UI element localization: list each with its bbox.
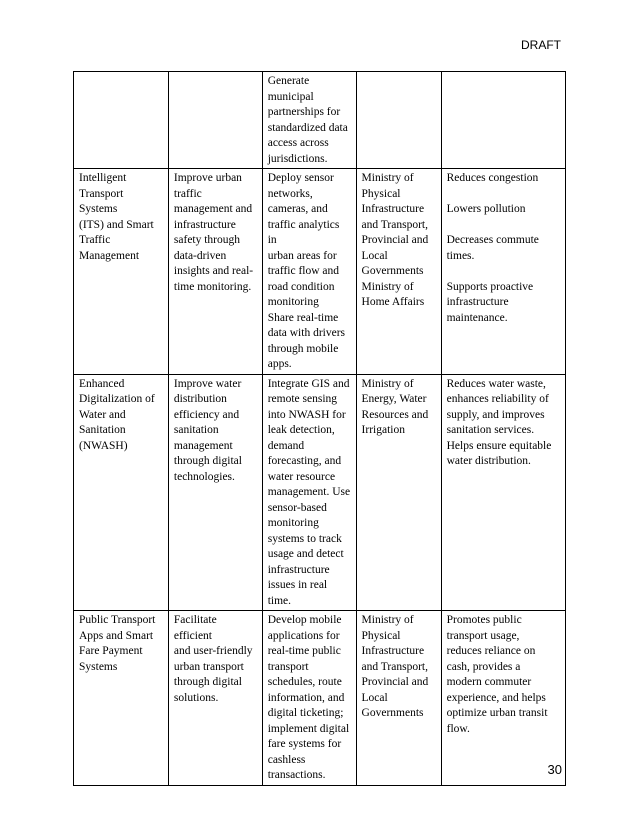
cell-line: partnerships for — [267, 106, 341, 118]
cell-line: Sanitation — [79, 424, 126, 436]
cell-line: traffic flow and — [267, 265, 340, 277]
cell-line: infrastructure — [173, 218, 236, 231]
cell-line: leak detection, — [267, 424, 335, 436]
cell-line: Deploy sensor — [267, 172, 334, 184]
cell-line: Reduces water waste, — [446, 377, 546, 390]
outcome-cell — [441, 72, 565, 169]
cell-line — [447, 218, 560, 234]
cell-line: usage and detect — [267, 548, 344, 560]
cell-line: distribution — [173, 393, 227, 405]
cell-line: Irrigation — [361, 424, 405, 436]
cell-line: traffic analytics in — [267, 218, 340, 246]
cell-line: Physical — [361, 629, 401, 642]
cell-line: sanitation — [173, 424, 219, 436]
objective-cell — [168, 374, 262, 611]
cell-line: management — [173, 439, 233, 452]
cell-line: Share real-time — [267, 311, 339, 324]
initiative-cell — [74, 72, 169, 169]
action-cell — [262, 72, 356, 169]
cell-line: jurisdictions. — [267, 152, 328, 165]
cell-line: transport usage, — [446, 629, 520, 642]
cell-line: Develop mobile — [267, 614, 342, 626]
cell-line: urban transport — [173, 660, 244, 673]
cell-line: Promotes public — [446, 614, 522, 626]
cell-line: maintenance. — [446, 311, 508, 324]
cell-line: Energy, Water — [361, 393, 427, 405]
cell-line: remote sensing — [267, 393, 338, 405]
cell-line: Apps and Smart — [79, 629, 154, 642]
cell-line: Ministry of — [361, 280, 414, 293]
cell-line: infrastructure — [267, 563, 330, 576]
cell-line: apps. — [267, 358, 292, 370]
table-row — [74, 374, 566, 611]
cell-line: Infrastructure — [361, 203, 425, 215]
cell-line: into NWASH for — [267, 408, 346, 421]
cell-line — [447, 264, 560, 280]
page-number: 30 — [547, 762, 562, 777]
cell-line: solutions. — [173, 691, 219, 704]
cell-line: Public Transport — [79, 614, 156, 626]
action-cell — [262, 374, 356, 611]
cell-line: Integrate GIS and — [267, 377, 350, 390]
table-row — [74, 611, 566, 786]
agency-cell — [356, 169, 441, 375]
cell-line: (ITS) and Smart — [79, 218, 154, 231]
cell-line: Infrastructure — [361, 645, 425, 657]
cell-line: Physical — [361, 187, 401, 200]
cell-line: networks, — [267, 187, 313, 200]
cell-line: experience, and helps — [446, 691, 546, 704]
cell-line: optimize urban transit — [446, 707, 548, 719]
cell-line: management. Use — [267, 486, 351, 498]
cell-line: forecasting, and — [267, 455, 342, 467]
cell-line: Traffic — [79, 234, 111, 246]
cell-line: Facilitate efficient — [173, 614, 217, 642]
table-row — [74, 72, 566, 169]
cell-line: Water and — [79, 408, 126, 421]
cell-line: infrastructure — [446, 296, 509, 308]
cell-line: Helps ensure equitable — [446, 439, 552, 452]
cell-line: Generate — [267, 75, 310, 87]
cell-line: applications for — [267, 629, 340, 642]
cell-line: digital ticketing; — [267, 707, 344, 719]
cell-line: Ministry of — [361, 172, 414, 184]
cell-line: monitoring — [267, 517, 319, 529]
cell-line: traffic — [173, 187, 202, 200]
cell-line: issues in real time. — [267, 579, 328, 607]
cell-line: implement digital — [267, 722, 350, 735]
cell-line — [447, 187, 560, 203]
cell-line: time monitoring. — [173, 280, 252, 293]
policy-table — [73, 71, 566, 786]
cell-line: Management — [79, 249, 140, 262]
cell-line: reduces reliance on — [446, 645, 536, 657]
cell-line: (NWASH) — [79, 439, 128, 452]
cell-line: Local — [361, 249, 388, 262]
cell-line: insights and real- — [173, 265, 254, 277]
cell-line: road condition — [267, 280, 335, 293]
cell-line: through digital — [173, 455, 242, 467]
cell-line: information, and — [267, 691, 345, 704]
cell-line: Resources and — [361, 408, 429, 421]
cell-line: safety through — [173, 234, 241, 246]
cell-line: Digitalization of — [79, 393, 155, 405]
cell-line: Improve urban — [173, 172, 242, 184]
cell-line: Systems — [79, 660, 118, 673]
cell-line: flow. — [446, 722, 470, 735]
cell-line: municipal — [267, 90, 314, 103]
cell-line: and Transport, — [361, 218, 428, 231]
outcome-cell — [441, 169, 565, 375]
cell-line: Home Affairs — [361, 296, 425, 308]
outcome-cell — [441, 374, 565, 611]
cell-line: Governments — [361, 707, 424, 719]
cell-line: cash, provides a — [446, 660, 521, 673]
cell-line: Provincial and — [361, 234, 429, 246]
cell-line: cashless — [267, 753, 306, 766]
cell-line: Improve water — [173, 377, 242, 390]
cell-line: cameras, and — [267, 203, 328, 215]
cell-line: data-driven — [173, 249, 227, 262]
cell-line: efficiency and — [173, 408, 240, 421]
initiative-cell — [74, 169, 169, 375]
cell-line: access across — [267, 137, 329, 149]
cell-line: Provincial and — [361, 676, 429, 688]
cell-line: Lowers pollution — [446, 203, 526, 215]
draft-header: DRAFT — [521, 38, 561, 52]
cell-line: management and — [173, 203, 253, 215]
cell-line: Fare Payment — [79, 645, 143, 657]
agency-cell — [356, 611, 441, 786]
cell-line: monitoring — [267, 296, 319, 308]
cell-line: urban areas for — [267, 249, 337, 262]
cell-line: standardized data — [267, 121, 348, 134]
initiative-cell — [74, 374, 169, 611]
cell-line: and user-friendly — [173, 645, 253, 657]
cell-line: Local — [361, 691, 388, 704]
cell-line: Enhanced — [79, 377, 125, 390]
cell-line: enhances reliability of — [446, 393, 549, 405]
initiative-cell — [74, 611, 169, 786]
cell-line: systems to track — [267, 532, 342, 545]
cell-line: through mobile — [267, 342, 339, 355]
cell-line: Supports proactive — [446, 280, 534, 293]
objective-cell — [168, 72, 262, 169]
cell-line: technologies. — [173, 470, 235, 483]
cell-line: transactions. — [267, 769, 326, 781]
cell-line: Reduces congestion — [446, 172, 539, 184]
table-row — [74, 169, 566, 375]
outcome-cell — [441, 611, 565, 786]
cell-line: supply, and improves — [446, 408, 545, 421]
objective-cell — [168, 169, 262, 375]
cell-line: Transport Systems — [79, 187, 124, 215]
agency-cell — [356, 72, 441, 169]
cell-line: fare systems for — [267, 738, 342, 750]
cell-line: Decreases commute — [446, 234, 539, 246]
cell-line: sanitation services. — [446, 424, 535, 436]
table-body — [74, 72, 566, 786]
cell-line: sensor-based — [267, 501, 327, 514]
action-cell — [262, 611, 356, 786]
cell-line: water resource — [267, 470, 336, 483]
objective-cell — [168, 611, 262, 786]
cell-line: and Transport, — [361, 660, 428, 673]
cell-line: transport — [267, 660, 309, 673]
cell-line: real-time public — [267, 645, 341, 657]
cell-line: Ministry of — [361, 377, 414, 390]
cell-line: water distribution. — [446, 455, 531, 467]
cell-line: data with drivers — [267, 327, 346, 339]
cell-line: Governments — [361, 265, 424, 277]
cell-line: modern commuter — [446, 676, 532, 688]
cell-line: Intelligent — [79, 172, 127, 184]
cell-line: demand — [267, 439, 305, 452]
cell-line: through digital — [173, 676, 242, 688]
cell-line: Ministry of — [361, 614, 414, 626]
action-cell — [262, 169, 356, 375]
agency-cell — [356, 374, 441, 611]
cell-line: schedules, route — [267, 676, 342, 688]
cell-line: times. — [446, 249, 475, 262]
